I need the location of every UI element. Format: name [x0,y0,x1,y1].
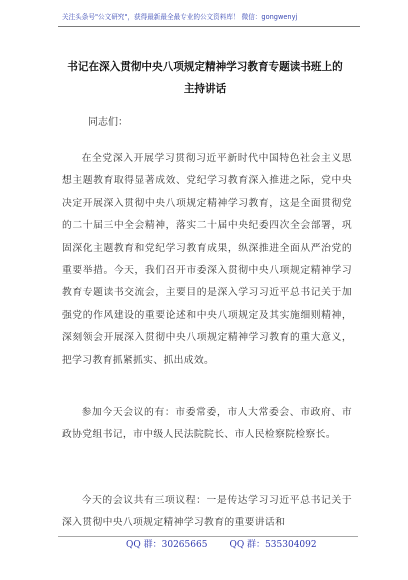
body-paragraph-agenda: 今天的会议共有三项议程：一是传达学习习近平总书记关于深入贯彻中央八项规定精神学习教育的重要讲话和 [62,495,352,529]
qq-group-number-2: 535304092 [265,540,317,550]
body-paragraph-attendees: 参加今天会议的有：市委常委，市人大常委会、市政府、市政协党组书记，市中级人民法院院长、市人民检察院检察长。 [62,407,352,441]
qq-group-label-2: QQ 群： [229,540,266,550]
header-divider [58,26,360,27]
qq-group-number-1: 30265665 [161,540,208,550]
document-title: 书记在深入贯彻中央八项规定精神学习教育专题读书班上的主持讲话 [67,61,343,95]
header-promo-note: 关注头条号"公文研究"，获得最新最全最专业的公文资料库！ 微信：gongwenyj [62,13,298,21]
body-paragraph-opening: 在全党深入开展学习贯彻习近平新时代中国特色社会主义思想主题教育取得显著成效、党纪学习教育深入推进之际，党中央决定开展深入贯彻中央八项规定精神学习教育，这是全面贯彻党的二十届三中全会精神，落实二十届中央纪委四次全会部署，巩固深化主题教育和党纪学习教育成果，纵深推进全面从严治党的重要举措。今天，我们召开市委深入贯彻中央八项规定精神学习教育专题读书交流会，主要目的是深入学习习近平总书记关于加强党的作风建设的重要论述和中央八项规定及其实施细则精神，深刻领会开展深入贯彻中央八项规定精神学习教育的重大意义，把学习教育抓紧抓实、抓出成效。 [62,153,352,366]
qq-group-label: QQ 群： [126,540,162,550]
greeting: 同志们： [88,117,128,128]
footer-divider [58,536,358,537]
footer-qq-groups [126,539,317,551]
